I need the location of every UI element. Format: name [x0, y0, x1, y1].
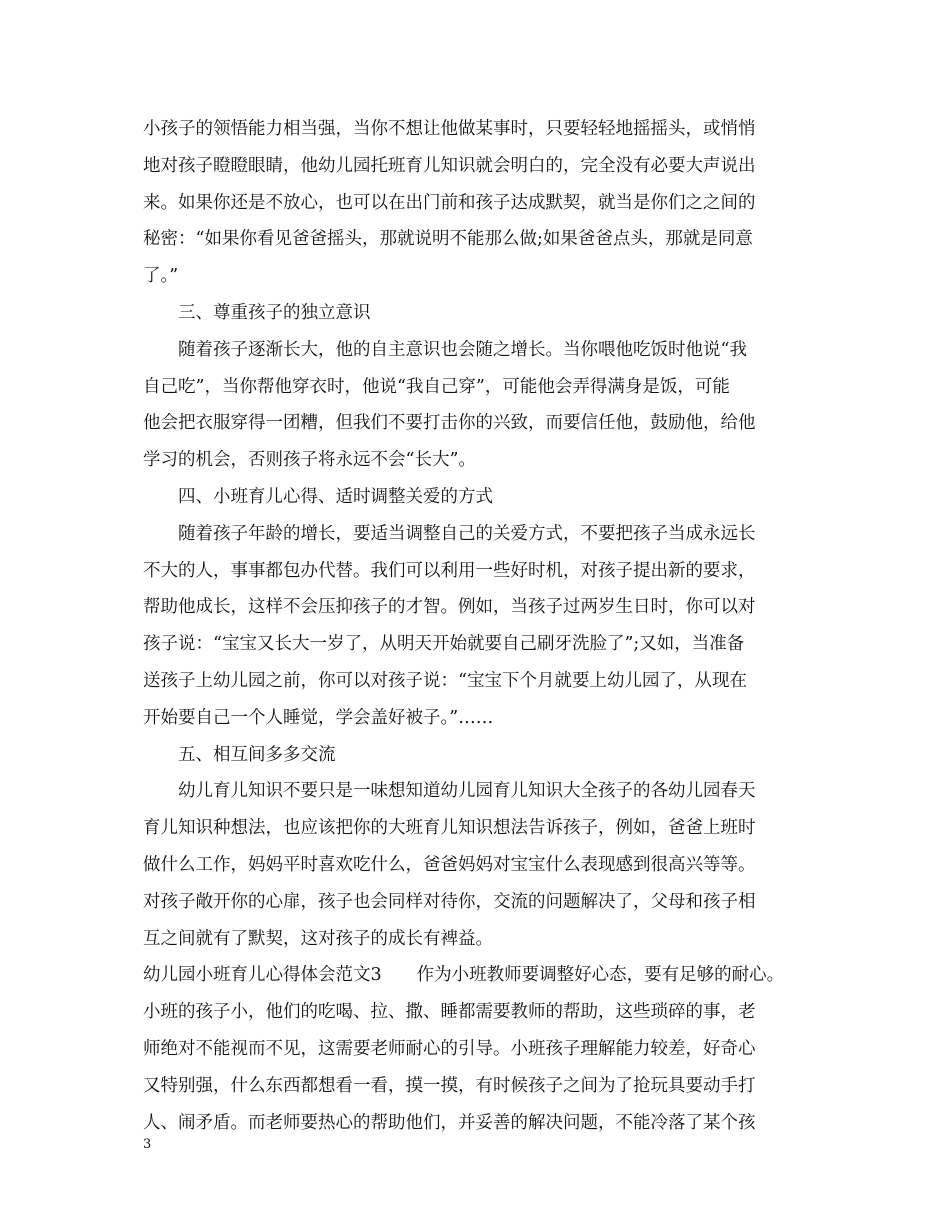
body-text	[143, 111, 823, 1141]
text-line: 幼儿育儿知识不要只是一味想知道幼儿园育儿知识大全孩子的各幼儿园春天	[178, 781, 756, 802]
text-line: 互之间就有了默契，这对孩子的成长有裨益。	[143, 928, 493, 949]
text-line: 秘密：“如果你看见爸爸摇头，那就说明不能那么做;如果爸爸点头，那就是同意	[143, 229, 753, 250]
text-line: 小班的孩子小，他们的吃喝、拉、撒、睡都需要教师的帮助，这些琐碎的事，老	[143, 1002, 756, 1023]
text-line: 小孩子的领悟能力相当强，当你不想让他做某事时，只要轻轻地摇摇头，或悄悄	[143, 119, 756, 139]
text-line: 不大的人，事事都包办代替。我们可以利用一些好时机，对孩子提出新的要求，	[143, 560, 756, 581]
text-line: 来。如果你还是不放心，也可以在出门前和孩子达成默契，就当是你们之之间的	[143, 192, 756, 213]
text-line: 开始要自己一个人睡觉，学会盖好被子。”……	[143, 707, 494, 728]
text-line: 孩子说：“宝宝又长大一岁了，从明天开始就要自己刷牙洗脸了”;又如，当准备	[143, 634, 745, 655]
text-line: 育儿知识种想法，也应该把你的大班育儿知识想法告诉孩子，例如，爸爸上班时	[143, 818, 756, 839]
text-line: 了。”	[143, 266, 179, 287]
text-line: 送孩子上幼儿园之前，你可以对孩子说：“宝宝下个月就要上幼儿园了，从现在	[143, 670, 747, 691]
text-line: 他会把衣服穿得一团糟，但我们不要打击你的兴致，而要信任他，鼓励他，给他	[143, 413, 756, 434]
text-line: 四、小班育儿心得、适时调整关爱的方式	[178, 486, 493, 507]
text-line: 做什么工作，妈妈平时喜欢吃什么，爸爸妈妈对宝宝什么表现感到很高兴等等。	[143, 854, 756, 875]
text-line: 幼儿园小班育儿心得体会范文3 作为小班教师要调整好心态，要有足够的耐心。	[143, 965, 785, 986]
text-line: 学习的机会，否则孩子将永远不会“长大”。	[143, 450, 476, 471]
text-line: 地对孩子瞪瞪眼睛，他幼儿园托班育儿知识就会明白的，完全没有必要大声说出	[143, 155, 756, 176]
text-line: 自己吃”，当你帮他穿衣时，他说“我自己穿”，可能他会弄得满身是饭，可能	[143, 376, 730, 397]
text-line: 随着孩子年龄的增长，要适当调整自己的关爱方式，不要把孩子当成永远长	[178, 523, 756, 544]
text-line: 帮助他成长，这样不会压抑孩子的才智。例如，当孩子过两岁生日时，你可以对	[143, 597, 756, 618]
text-line: 对孩子敞开你的心扉，孩子也会同样对待你，交流的问题解决了，父母和孩子相	[143, 891, 756, 912]
text-line: 又特别强，什么东西都想看一看，摸一摸，有时候孩子之间为了抢玩具要动手打	[143, 1075, 756, 1096]
text-line: 随着孩子逐渐长大，他的自主意识也会随之增长。当你喂他吃饭时他说“我	[178, 339, 747, 360]
text-line: 三、尊重孩子的独立意识	[178, 302, 371, 323]
text-line: 人、闹矛盾。而老师要热心的帮助他们，并妥善的解决问题，不能冷落了某个孩	[143, 1112, 756, 1133]
text-line: 师绝对不能视而不见，这需要老师耐心的引导。小班孩子理解能力较差，好奇心	[143, 1038, 756, 1059]
page-number: 3	[143, 1137, 152, 1152]
text-line: 五、相互间多多交流	[178, 744, 336, 765]
